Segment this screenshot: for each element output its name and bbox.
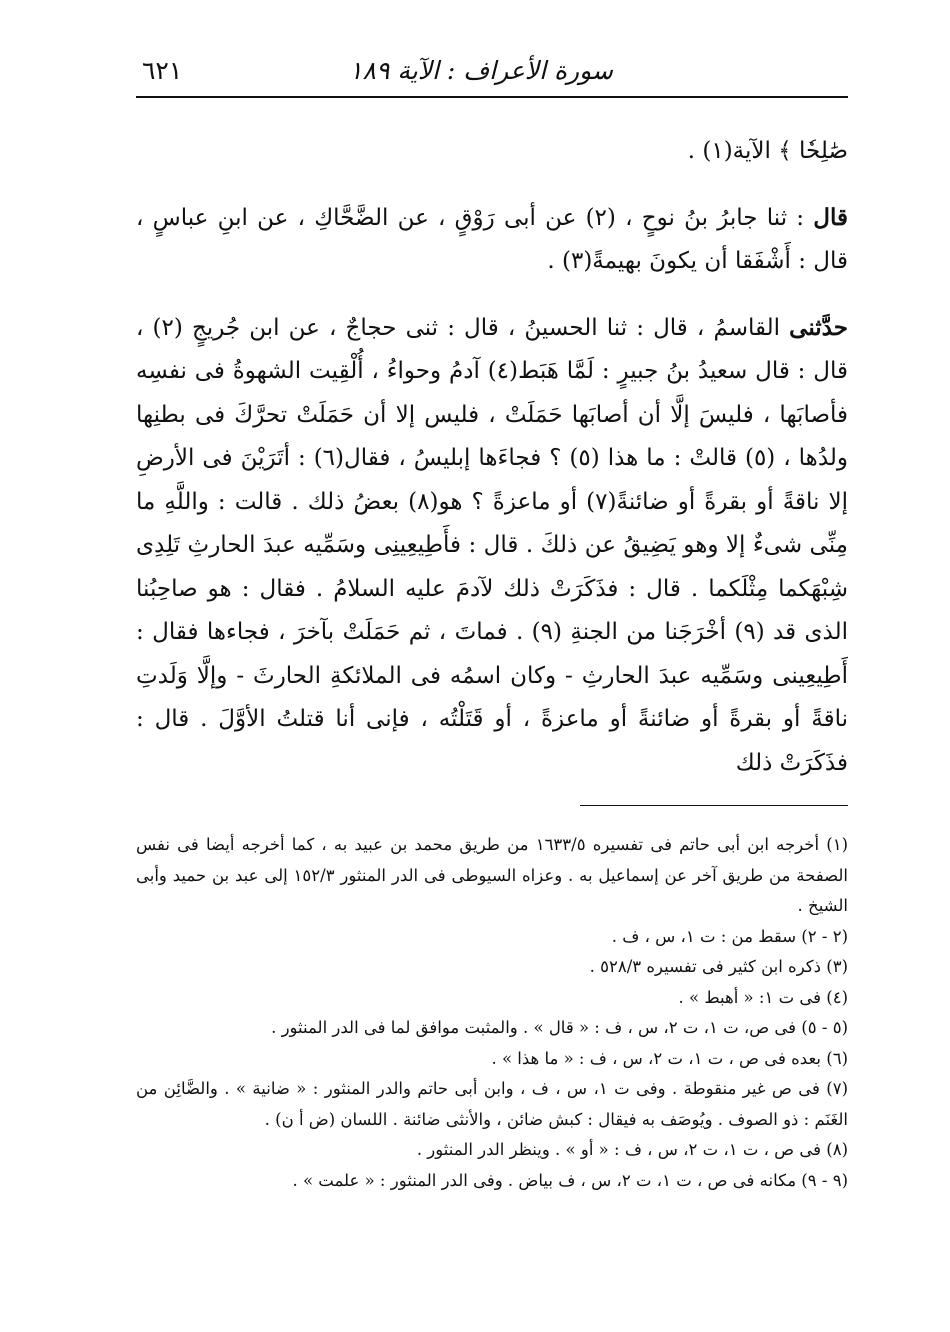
paragraph-3-text: القاسمُ ، قال : ثنا الحسينُ ، قال : ثنى حجاجٌ ، عن ابن جُريجٍ (٢) ، قال : قال سعيدُ بنُ جبيرٍ : لَمَّا هَبَط(٤) آدمُ وحواءُ ، أُلْقِيت الشهوةُ فى نفسِه فأصابَها ، فليسَ إلَّا أن أصابَها حَمَلَتْ ، فليس إلا أن حَمَلَتْ تحرَّكَ فى بطنِها ولدُها ، (٥) قالتْ : ما هذا (٥) ؟ فجاءَها إبليسُ ، فقال(٦) : أتَرَيْنَ فى الأرضِ إلا ناقةً أو بقرةً أو ضائنةً(٧) أو ماعزةً ؟ هو(٨) بعضُ ذلك . قالت : واللَّهِ ما مِنِّى شىءٌ إلا وهو يَضِيقُ عن ذلكَ . قال : فأَطِيعِينِى وسَمِّيه عبدَ الحارثِ تَلِدِى شِبْهَكما مِثْلَكما . قال : فذَكَرَتْ ذلك لآدمَ عليه السلامُ . فقال : هو صاحِبُنا الذى قد (٩) أخْرَجَنا من الجنةِ (٩) . فماتَ ، ثم حَمَلَتْ بآخرَ ، فجاءها فقال : أَطِيعِينى وسَمِّيه عبدَ الحارثِ - وكان اسمُه فى الملائكةِ الحارثَ - وإلَّا وَلَدتِ ناقةً أو بقرةً أو ضائنةً أو ماعزةً ، أو قَتَلْتُه ، فإنى أنا قتلتُ الأوَّلَ . قال : فذَكَرَتْ ذلك bbox=[136, 314, 849, 776]
footnotes bbox=[136, 830, 848, 1196]
footnote: (٦) بعده فى ص ، ت ١، ت ٢، س ، ف : « ما هذا » . bbox=[491, 1048, 848, 1068]
paragraph-2-text: : ثنا جابرُ بنُ نوحٍ ، (٢) عن أبى رَوْقٍ ، عن الضَّحَّاكِ ، عن ابنِ عباسٍ ، قال : أَشْفَقا أن يكونَ بهيمةً(٣) . bbox=[136, 204, 848, 274]
running-header bbox=[136, 52, 848, 96]
paragraph-2 bbox=[136, 196, 848, 284]
footnote: (٢ - ٢) سقط من : ت ١، س ، ف . bbox=[611, 926, 848, 946]
footnote: (١) أخرجه ابن أبى حاتم فى تفسيره ١٦٣٣/٥ من طريق محمد بن عبيد به ، كما أخرجه أيضا فى نفس الصفحة من طريق آخر عن إسماعيل به . وعزاه السيوطى فى الدر المنثور ١٥٢/٣ إلى عبد بن حميد وأبى الشيخ . bbox=[136, 835, 849, 915]
paragraph-3 bbox=[136, 306, 848, 786]
paragraph-3-lead: حدَّثنى bbox=[789, 313, 848, 341]
paragraph-1: صَٰلِحٗا ﴾ الآية(١) . bbox=[687, 138, 848, 164]
footnote: (٥ - ٥) فى ص، ت ١، ت ٢، س ، ف : « قال » . والمثبت موافق لما فى الدر المنثور . bbox=[271, 1018, 848, 1037]
footnote: (٨) فى ص ، ت ١، ت ٢، س ، ف : « أو » . وينظر الدر المنثور . bbox=[416, 1140, 848, 1159]
footnote: (٩ - ٩) مكانه فى ص ، ت ١، ت ٢، س ، ف بياض . وفى الدر المنثور : « علمت » . bbox=[292, 1170, 848, 1190]
running-title: سورة الأعراف : الآية ١٨٩ bbox=[349, 56, 613, 85]
footnote: (٣) ذكره ابن كثير فى تفسيره ٥٢٨/٣ . bbox=[589, 957, 848, 976]
footnote: (٤) فى ت ١: « أهبط » . bbox=[678, 987, 848, 1007]
footnote-divider bbox=[580, 805, 848, 806]
main-text bbox=[136, 130, 848, 785]
page-number: ٦٢١ bbox=[142, 56, 183, 85]
paragraph-2-lead: قال bbox=[813, 203, 848, 231]
header-divider bbox=[136, 96, 848, 98]
footnote: (٧) فى ص غير منقوطة . وفى ت ١، س ، ف ، وابن أبى حاتم والدر المنثور : « ضانية » . والضَّائِن من الغَنَم : ذو الصوف . ويُوصَف به فيقال : كبش ضائن ، والأنثى ضائنة . اللسان (ض أ ن) . bbox=[136, 1079, 848, 1129]
